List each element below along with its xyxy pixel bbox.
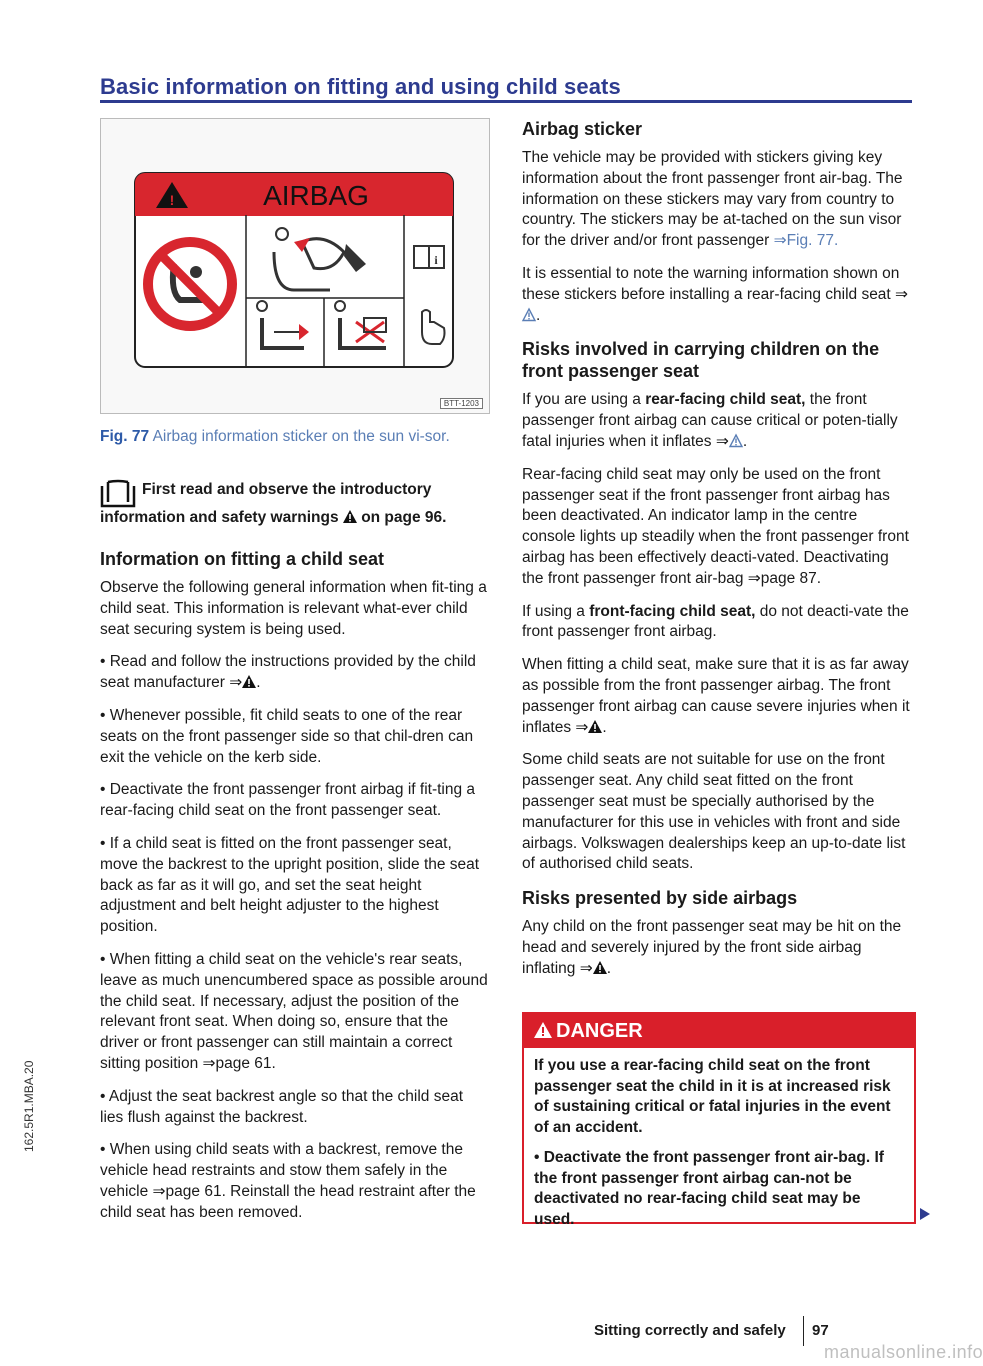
paragraph: If you are using a rear-facing child seat, the front passenger front airbag can cause critical or poten-tially fatal injuries when it inflates ⇒ . [522, 391, 898, 450]
intro-note [100, 480, 490, 528]
paragraph: When fitting a child seat, make sure that it is as far away as possible from the front passenger airbag. The front passenger front airbag can cause severe injuries when it inflates ⇒ . [522, 656, 910, 736]
paragraph: If using a front-facing child seat, do not deacti-vate the front passenger front airbag. [522, 602, 909, 641]
danger-header [524, 1014, 914, 1048]
paragraph: Any child on the front passenger seat may be hit on the head and severely injured by the front side airbag inflating ⇒ . [522, 918, 902, 977]
airbag-sticker-heading: Airbag sticker [522, 119, 643, 139]
list-item: • When using child seats with a backrest, remove the vehicle head restraints and stow them safely in the vehicle ⇒page 61. Reinstall the head restraint after the child seat has been removed. [100, 1140, 490, 1223]
list-item: • Adjust the seat backrest angle so that the child seat lies flush against the backrest. [100, 1087, 490, 1129]
info-paragraph: Observe the following general information when fit-ting a child seat. This information is relevant what-ever child seat securing system is being used. [100, 579, 487, 638]
danger-label: DANGER [556, 1020, 643, 1042]
warning-outline-icon [522, 308, 536, 321]
danger-list-item: • Deactivate the front passenger front air-bag. If the front passenger front airbag can-not be deactivated no rear-facing child seat may be used. [534, 1148, 904, 1230]
warning-outline-icon [729, 434, 743, 447]
list-item: • If a child seat is fitted on the front passenger seat, move the backrest to the upright position, slide the seat back as far as it will go, and set the seat height adjustment and belt height adjuster to the highest position. [100, 834, 490, 938]
figure-caption [100, 426, 490, 447]
warning-icon [242, 675, 256, 688]
title-divider [100, 100, 912, 103]
list-item: • When fitting a child seat on the vehicle's rear seats, leave as much unencumbered space as possible around the child seat. If necessary, adjust the position of the relevant front seat. When doing so, ensure that the driver or front passenger can still maintain a correct sitting position ⇒page 61. [100, 950, 490, 1075]
watermark: manualsonline.info [824, 1342, 983, 1362]
warning-icon [588, 720, 602, 733]
document-code: 162.5R1.MBA.20 [22, 1060, 36, 1152]
sticker-title: AIRBAG [263, 180, 369, 211]
warning-icon [534, 1022, 552, 1038]
danger-box [522, 1012, 916, 1228]
paragraph: Some child seats are not suitable for use on the front passenger seat. Any child seat fitted on the front passenger seat must be specially authorised by the manufacturer for this use in vehicles with front and side airbags. Volkswagen dealerships keep an up-to-date list of authorised child seats. [522, 751, 906, 873]
warning-icon [343, 510, 357, 523]
footer-divider [803, 1316, 804, 1346]
figure-code: BTT-1203 [440, 398, 483, 409]
list-item: • Deactivate the front passenger front airbag if fit-ting a rear-facing child seat on the front passenger seat. [100, 780, 490, 822]
page-title: Basic information on fitting and using child seats [100, 74, 621, 99]
intro-text-a: First read and observe the introductory information and safety warnings [100, 481, 432, 526]
continue-arrow-icon [920, 1208, 930, 1220]
danger-body [524, 1048, 914, 1230]
footer-section-title: Sitting correctly and safely [594, 1322, 786, 1339]
paragraph: The vehicle may be provided with stickers giving key information about the front passenger front air-bag. The information on these stickers may vary from country to country. The stickers may be at-tached on the sun visor for the driver and/or front passenger ⇒Fig. 77. [522, 149, 903, 250]
info-heading: Information on fitting a child seat [100, 549, 385, 569]
intro-text-b: on page 96. [361, 509, 447, 526]
left-column [100, 480, 490, 1236]
paragraph: Rear-facing child seat may only be used on the front passenger seat if the front passenger front airbag has been deactivated. An indicator lamp in the centre console lights up steadily when the front passenger front airbag has been effectively deacti-vated. Deactivating the front passenger front air-bag ⇒page 87. [522, 465, 909, 587]
svg-text:!: ! [169, 192, 175, 208]
svg-text:i: i [434, 253, 438, 267]
manual-icon [414, 246, 444, 268]
risks-heading: Risks involved in carrying children on the front passenger seat [522, 339, 880, 382]
caption-text: Airbag information sticker on the sun vi-sor. [152, 428, 450, 445]
list-item: • Whenever possible, fit child seats to one of the rear seats on the front passenger side so that chil-dren can exit the vehicle on the kerb side. [100, 706, 490, 768]
danger-text: If you use a rear-facing child seat on the front passenger seat the child in it is at increased risk of sustaining critical or fatal injuries in the event of an accident. [534, 1057, 891, 1136]
figure-link[interactable]: ⇒Fig. 77. [773, 232, 839, 250]
paragraph: It is essential to note the warning information shown on these stickers before installing a rear-facing child seat ⇒. [522, 264, 909, 324]
warning-icon [593, 961, 607, 974]
airbag-sticker [134, 172, 454, 368]
right-column [522, 118, 912, 992]
page-number: 97 [812, 1322, 829, 1339]
list-item: • Read and follow the instructions provided by the child seat manufacturer ⇒ . [100, 652, 490, 694]
open-book-icon [100, 480, 136, 508]
side-airbag-heading: Risks presented by side airbags [522, 888, 798, 909]
caption-label: Fig. 77 [100, 428, 150, 445]
